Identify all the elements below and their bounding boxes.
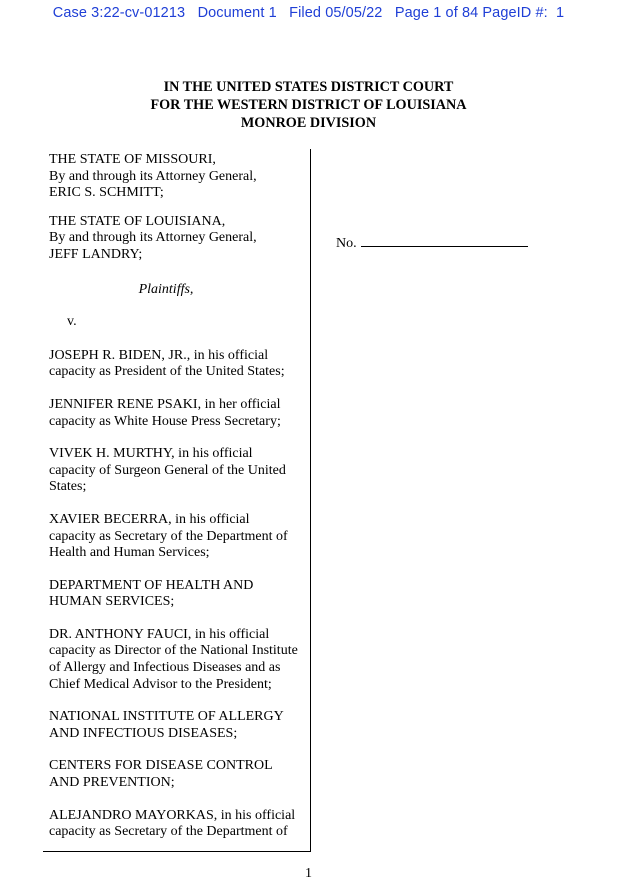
caption-party-block xyxy=(49,578,311,611)
caption-line: XAVIER BECERRA, in his official xyxy=(49,511,250,527)
caption-party-block xyxy=(49,446,311,496)
caption-line: DR. ANTHONY FAUCI, in his official xyxy=(49,626,270,642)
case-number-blank xyxy=(361,236,528,247)
caption-party-block xyxy=(49,282,311,299)
caption-line: JENNIFER RENE PSAKI, in her official xyxy=(49,396,281,412)
filing-header xyxy=(0,5,617,21)
caption-party-block xyxy=(49,512,311,562)
caption-party-block xyxy=(49,627,311,693)
caption-line: Plaintiffs, xyxy=(138,281,194,297)
caption-line: AND INFECTIOUS DISEASES; xyxy=(49,725,238,741)
caption-line: capacity as President of the United States; xyxy=(49,364,285,380)
page-info: Page 1 of 84 PageID #: 1 xyxy=(394,5,565,21)
court-heading xyxy=(0,78,617,132)
caption-line: capacity as Secretary of the Department of xyxy=(49,528,288,544)
caption-line: Health and Human Services; xyxy=(49,545,210,561)
caption-party-block xyxy=(49,348,311,381)
caption-line: capacity as White House Press Secretary; xyxy=(49,413,281,429)
caption-party-block xyxy=(49,397,311,430)
page-number: 1 xyxy=(305,866,312,881)
caption-line: ERIC S. SCHMITT; xyxy=(49,185,164,201)
caption-line: NATIONAL INSTITUTE OF ALLERGY xyxy=(49,709,284,725)
court-line-2: FOR THE WESTERN DISTRICT OF LOUISIANA xyxy=(150,97,467,113)
caption-line: CENTERS FOR DISEASE CONTROL xyxy=(49,758,273,774)
caption-party-block xyxy=(49,314,311,331)
court-line-3: MONROE DIVISION xyxy=(240,115,377,131)
caption-line: DEPARTMENT OF HEALTH AND xyxy=(49,577,254,593)
caption-line: v. xyxy=(67,314,77,330)
caption-line: of Allergy and Infectious Diseases and as xyxy=(49,660,281,676)
caption-line: capacity as Secretary of the Department of xyxy=(49,824,288,840)
caption-line: AND PREVENTION; xyxy=(49,775,175,791)
court-line-1: IN THE UNITED STATES DISTRICT COURT xyxy=(163,79,454,95)
caption-party-block xyxy=(49,758,311,791)
caption-party-block xyxy=(49,214,311,264)
caption-line: THE STATE OF MISSOURI, xyxy=(49,152,216,167)
caption-vertical-divider xyxy=(310,149,311,852)
caption-line: JEFF LANDRY; xyxy=(49,246,143,262)
filed-date: Filed 05/05/22 xyxy=(289,5,383,21)
case-number-label: No. xyxy=(336,236,357,251)
caption-party-block xyxy=(49,152,311,202)
caption-line: States; xyxy=(49,479,87,495)
document-number: Document 1 xyxy=(197,5,277,21)
case-caption-parties xyxy=(49,152,311,841)
caption-bottom-divider xyxy=(43,851,311,852)
case-number: Case 3:22-cv-01213 xyxy=(52,5,186,21)
caption-line: ALEJANDRO MAYORKAS, in his official xyxy=(49,807,296,823)
caption-line: JOSEPH R. BIDEN, JR., in his official xyxy=(49,347,269,363)
caption-line: VIVEK H. MURTHY, in his official xyxy=(49,446,253,462)
caption-line: capacity as Director of the National Institute xyxy=(49,643,298,659)
caption-line: capacity of Surgeon General of the United xyxy=(49,462,286,478)
caption-party-block xyxy=(49,709,311,742)
caption-line: Chief Medical Advisor to the President; xyxy=(49,676,272,692)
caption-line: HUMAN SERVICES; xyxy=(49,594,175,610)
case-number-field xyxy=(336,236,528,252)
caption-line: By and through its Attorney General, xyxy=(49,168,257,184)
caption-party-block xyxy=(49,808,311,841)
caption-line: By and through its Attorney General, xyxy=(49,230,257,246)
caption-line: THE STATE OF LOUISIANA, xyxy=(49,213,226,229)
